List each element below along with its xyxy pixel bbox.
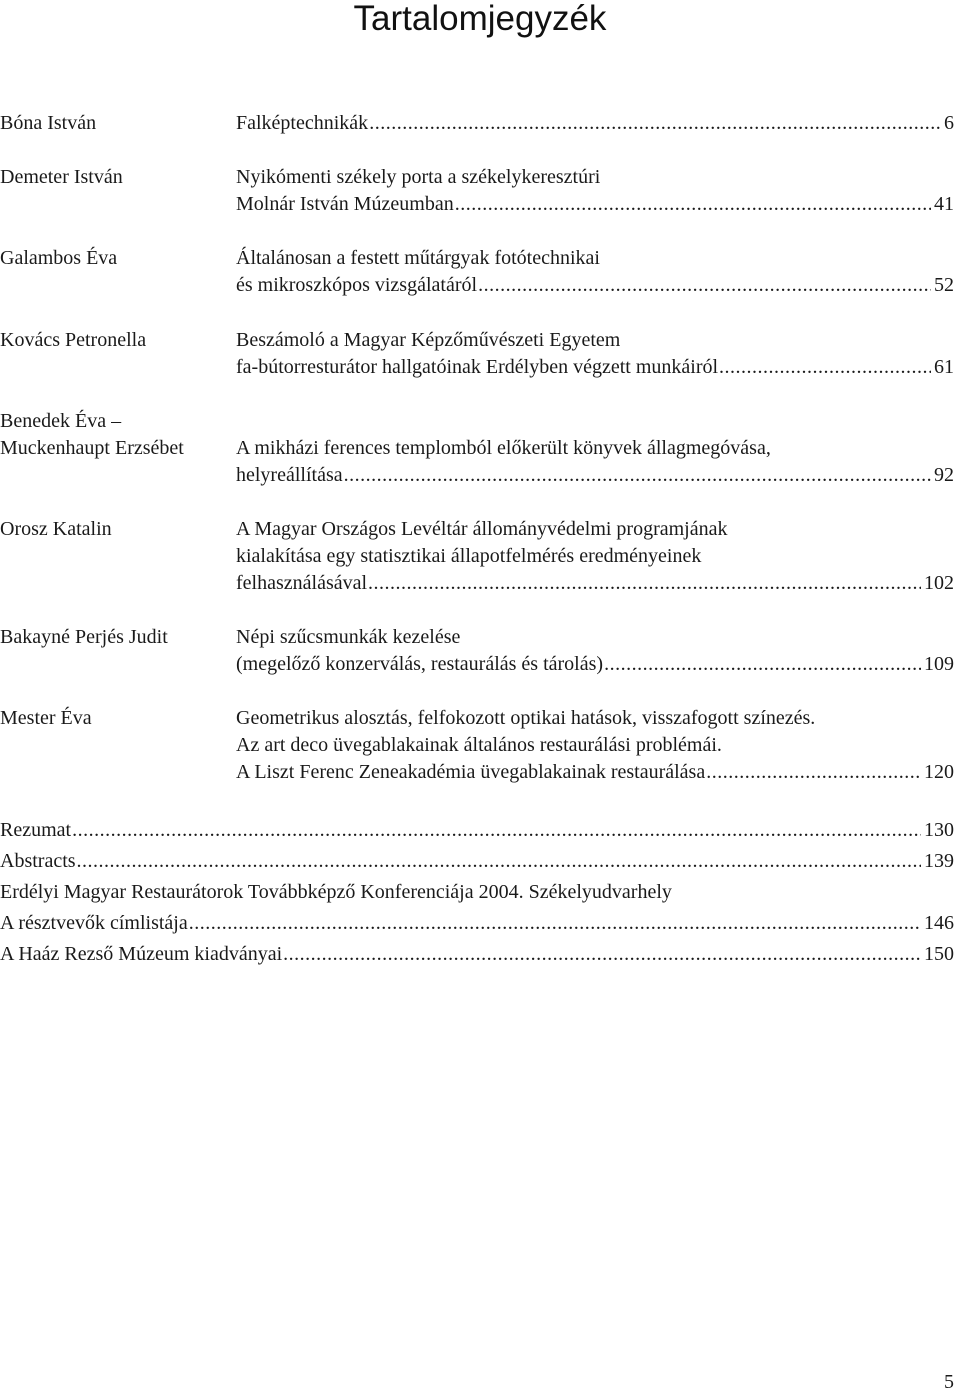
entry-author: Bakayné Perjés Judit [0,626,168,648]
toc-bottom-entry[interactable]: Rezumat ..... 130 [0,817,954,844]
entry-title: Beszámoló a Magyar Képzőművészeti Egyetem fa-bútorresturátor hallgatóinak Erdélyben végzett munkáiról ..... 61 [236,327,954,381]
entry-page: 61 [934,356,954,378]
entry-page: 130 [924,819,954,841]
entry-page: 41 [934,193,954,215]
dot-leader [604,651,921,678]
dot-leader [344,462,931,489]
entry-title: Geometrikus alosztás, felfokozott optikai hatások, visszafogott színezés. Az art deco üvegablakainak általános restaurálási problémái. A Liszt Ferenc Zeneakadémia üvegablakainak restaurálása ..... 120 [236,705,954,786]
entry-author: Bóna István [0,112,97,134]
toc-bottom-entry[interactable]: Abstracts ..... 139 [0,848,954,875]
entry-page: 109 [924,653,954,675]
entry-author: Benedek Éva – Muckenhaupt Erzsébet [0,410,184,459]
entry-title: Falképtechnikák ..... 6 [236,110,954,137]
entry-page: 120 [924,761,954,783]
entry-author: Galambos Éva [0,247,118,269]
dot-leader [478,272,931,299]
entry-title: Népi szűcsmunkák kezelése (megelőző konzerválás, restaurálás és tárolás) ..... 109 [236,624,954,678]
entry-page: 146 [924,912,954,934]
entry-author: Mester Éva [0,707,92,729]
dot-leader [283,941,921,968]
toc-bottom-entry: Erdélyi Magyar Restaurátorok Továbbképző Konferenciája 2004. Székelyudvarhely [0,881,672,903]
page-number: 5 [944,1371,954,1393]
entry-title: Nyikómenti székely porta a székelykeresztúri Molnár István Múzeumban ..... 41 [236,164,954,218]
entry-page: 6 [944,112,954,134]
dot-leader [719,354,931,381]
dot-leader [369,110,941,137]
entry-title: A mikházi ferences templomból előkerült könyvek állagmegóvása, helyreállítása ..... 92 [236,435,954,489]
entry-author: Orosz Katalin [0,518,112,540]
entry-page: 150 [924,943,954,965]
entry-page: 52 [934,274,954,296]
dot-leader [706,759,921,786]
entry-title: A Magyar Országos Levéltár állományvédelmi programjának kialakítása egy statisztikai állapotfelmérés eredményeinek felhasználásával ..... 102 [236,516,954,597]
toc-bottom-entry[interactable]: A résztvevők címlistája ..... 146 [0,910,954,937]
entry-author: Demeter István [0,166,123,188]
entry-title: Általánosan a festett műtárgyak fotótechnikai és mikroszkópos vizsgálatáról ..... 52 [236,245,954,299]
entry-page: 102 [924,572,954,594]
dot-leader [189,910,921,937]
entry-page: 139 [924,850,954,872]
dot-leader [368,570,921,597]
entry-page: 92 [934,464,954,486]
entry-author: Kovács Petronella [0,329,147,351]
page-title: Tartalomjegyzék [353,0,607,38]
dot-leader [72,817,921,844]
toc-bottom-entry[interactable]: A Haáz Rezső Múzeum kiadványai ..... 150 [0,941,954,968]
dot-leader [77,848,921,875]
dot-leader [455,191,931,218]
